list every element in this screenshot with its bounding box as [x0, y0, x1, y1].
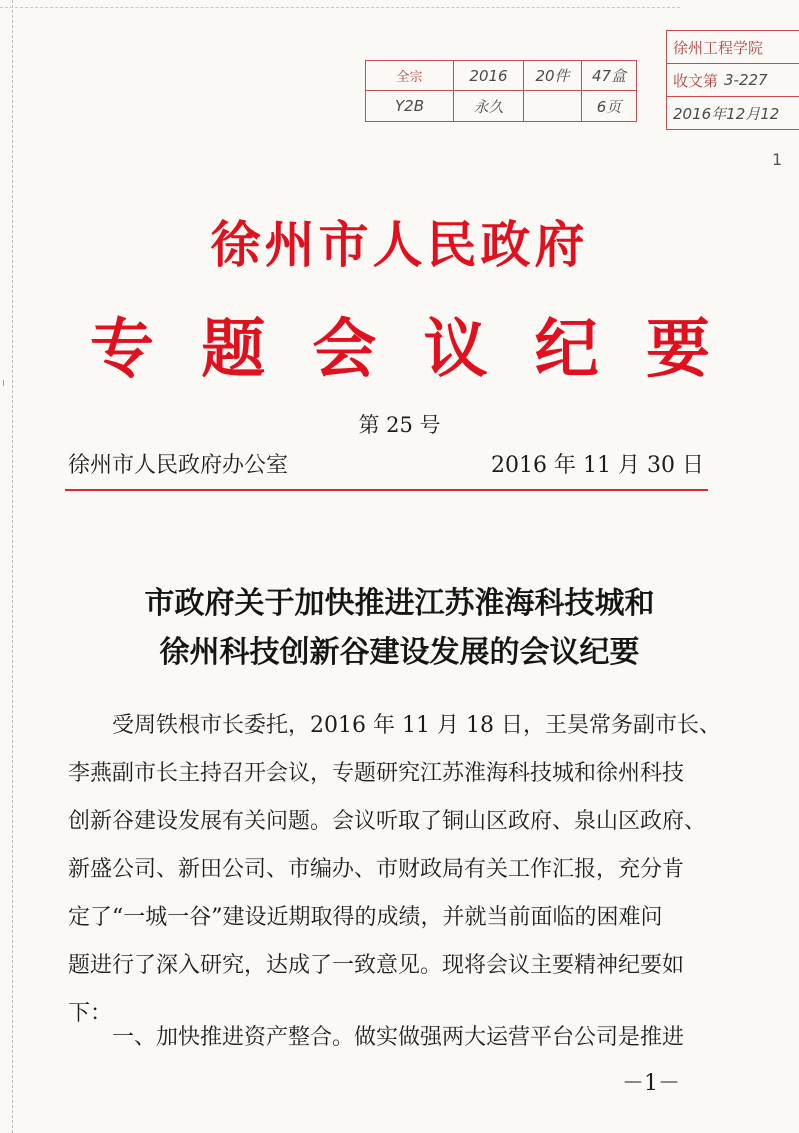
body-text-line: 下：	[68, 1001, 113, 1026]
archive-cell: 6页	[596, 97, 622, 116]
body-text-line: 李燕副市长主持召开会议，专题研究江苏淮海科技城和徐州科技	[68, 761, 685, 786]
binding-mark	[3, 380, 10, 386]
title-char: 会	[312, 312, 377, 387]
body-text-line: 受周铁根市长委托，2016 年 11 月 18 日，王昊常务副市长、	[112, 713, 721, 738]
title-char: 专	[90, 312, 154, 387]
page-number: －1－	[622, 1071, 680, 1096]
issue-number: 第 25 号	[358, 413, 441, 437]
archive-cell: Y2B	[366, 91, 454, 121]
body-text-line: 一、加快推进资产整合。做实做强两大运营平台公司是推进	[112, 1025, 685, 1050]
receipt-stamp-name: 徐州工程学院	[667, 31, 799, 64]
scan-top-edge	[0, 7, 680, 8]
archive-stamp	[365, 60, 637, 122]
body-text-line: 创新谷建设发展有关问题。会议听取了铜山区政府、泉山区政府、	[68, 809, 707, 834]
document-title-line: 徐州科技创新谷建设发展的会议纪要	[159, 635, 640, 670]
receipt-stamp-docno: 收文第 3-227	[667, 64, 799, 97]
binding-edge	[12, 0, 13, 1133]
issue-date: 2016 年 11 月 30 日	[491, 453, 704, 478]
body-text-line: 新盛公司、新田公司、市编办、市财政局有关工作汇报，充分肯	[68, 857, 685, 882]
receipt-stamp	[666, 30, 799, 130]
title-char: 要	[645, 312, 710, 387]
archive-cell	[524, 91, 582, 121]
archive-cell: 2016	[454, 61, 524, 91]
receipt-stamp-date: 2016年12月12	[673, 104, 780, 123]
title-char: 题	[201, 312, 266, 387]
archive-cell: 47盒	[582, 61, 636, 91]
archive-cell: 20件	[524, 61, 582, 91]
issuing-office: 徐州市人民政府办公室	[68, 453, 289, 478]
issuer-title: 徐州市人民政府	[210, 215, 589, 274]
document-type-title	[90, 298, 710, 390]
pencil-annotation: 1	[772, 150, 783, 169]
red-divider	[65, 489, 708, 491]
title-char: 议	[423, 312, 488, 387]
archive-cell: 全宗	[366, 61, 454, 91]
body-text-line: 定了“一城一谷”建设近期取得的成绩，并就当前面临的困难问	[68, 905, 663, 930]
archive-cell: 永久	[454, 91, 524, 121]
document-title-line: 市政府关于加快推进江苏淮海科技城和	[144, 586, 655, 621]
title-char: 纪	[534, 312, 599, 387]
body-text-line: 题进行了深入研究，达成了一致意见。现将会议主要精神纪要如	[68, 953, 685, 978]
